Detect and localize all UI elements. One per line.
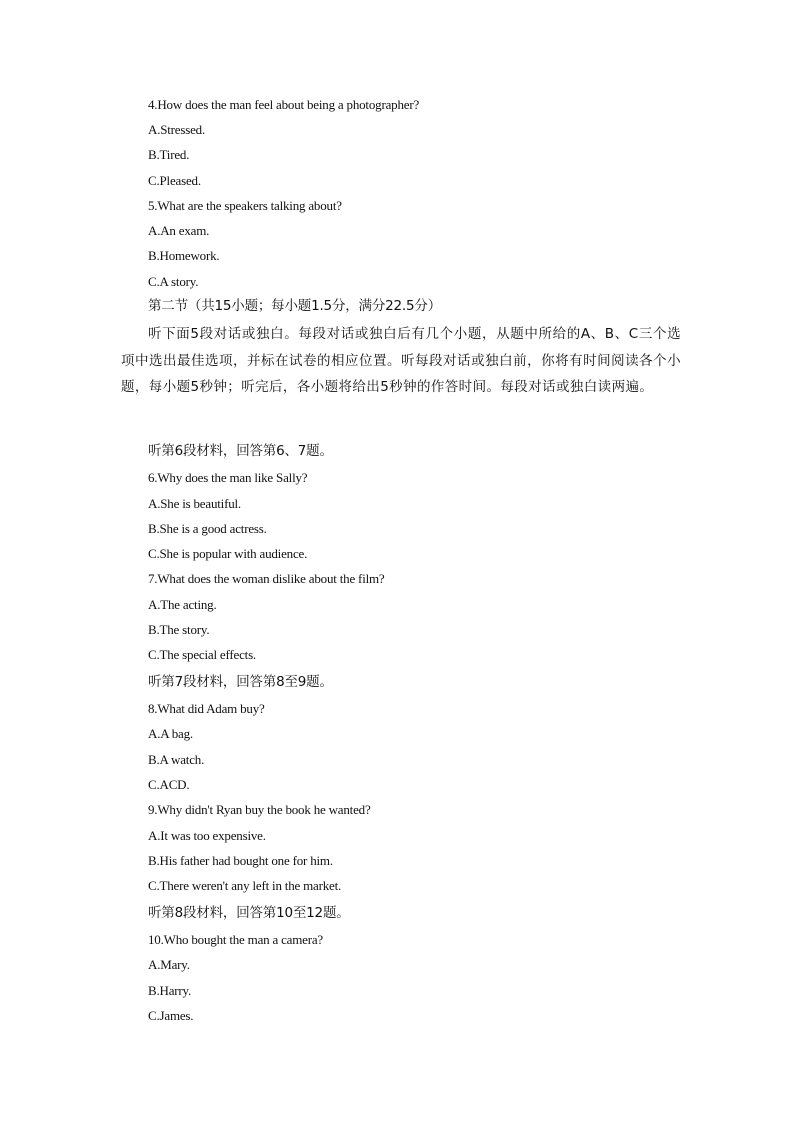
question-5: 5.What are the speakers talking about? [148,198,342,213]
q4-option-c: C.Pleased. [148,173,201,188]
q8-option-c: C.ACD. [148,777,190,792]
q5-option-a: A.An exam. [148,223,210,238]
instructions-paragraph: 听下面5段对话或独白。每段对话或独白后有几个小题，从题中所给的A、B、C三个选项中选出最佳选项，并标在试卷的相应位置。听每段对话或独白前，你将有时间阅读各个小题，每小题5秒钟；听完后，各小题将给出5秒钟的作答时间。每段对话或独白读两遍。 [121,326,681,395]
q9-option-b: B.His father had bought one for him. [148,853,333,868]
q6-option-a: A.She is beautiful. [148,496,241,511]
q10-option-b: B.Harry. [148,983,192,998]
q8-option-a: A.A bag. [148,726,193,741]
question-7: 7.What does the woman dislike about the film? [148,571,385,586]
q10-option-a: A.Mary. [148,957,190,972]
material-7-heading: 听第7段材料，回答第8至9题。 [148,674,333,690]
q6-option-c: C.She is popular with audience. [148,546,308,561]
question-6: 6.Why does the man like Sally? [148,470,308,485]
q5-option-b: B.Homework. [148,248,220,263]
q8-option-b: B.A watch. [148,752,205,767]
q4-option-a: A.Stressed. [148,122,206,137]
q4-option-b: B.Tired. [148,147,190,162]
question-10: 10.Who bought the man a camera? [148,932,324,947]
material-8-heading: 听第8段材料，回答第10至12题。 [148,905,350,921]
q9-option-a: A.It was too expensive. [148,828,266,843]
q10-option-c: C.James. [148,1008,194,1023]
section-heading: 第二节（共15小题；每小题1.5分，满分22.5分） [148,298,442,314]
question-8: 8.What did Adam buy? [148,701,265,716]
q6-option-b: B.She is a good actress. [148,521,267,536]
q7-option-a: A.The acting. [148,597,217,612]
question-4: 4.How does the man feel about being a photographer? [148,97,420,112]
material-6-heading: 听第6段材料，回答第6、7题。 [148,443,333,459]
question-9: 9.Why didn't Ryan buy the book he wanted? [148,802,371,817]
q9-option-c: C.There weren't any left in the market. [148,878,342,893]
q5-option-c: C.A story. [148,274,199,289]
q7-option-b: B.The story. [148,622,210,637]
q7-option-c: C.The special effects. [148,647,256,662]
